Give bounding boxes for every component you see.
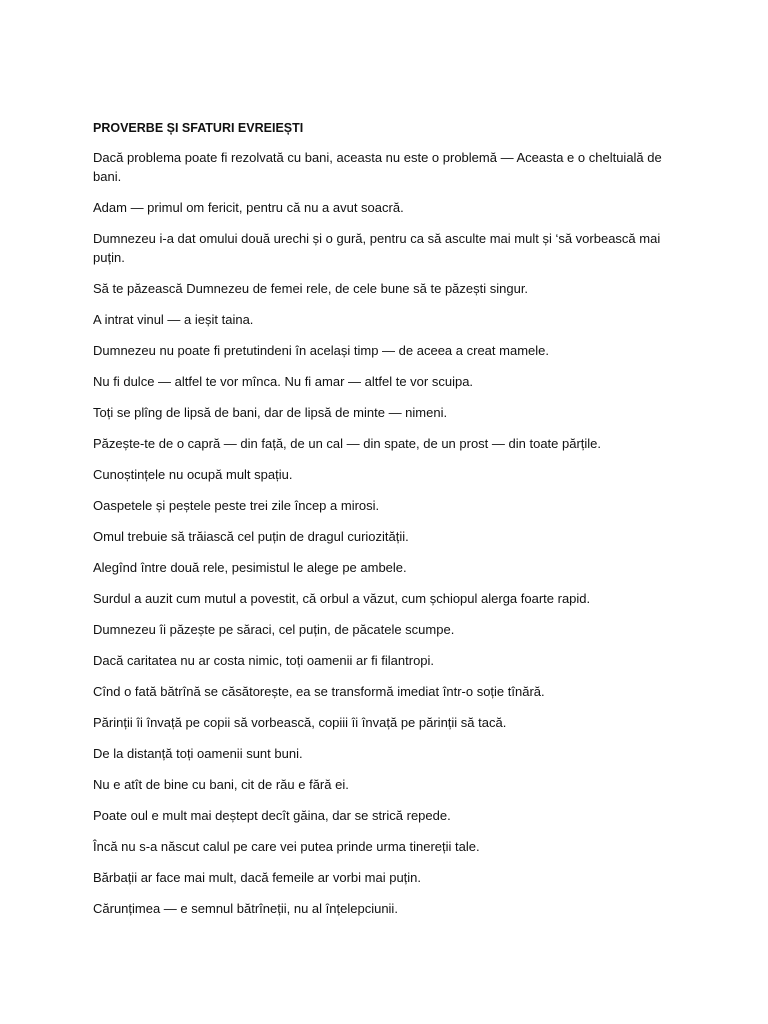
proverb-paragraph: Nu fi dulce — altfel te vor mînca. Nu fi amar — altfel te vor scuipa. bbox=[93, 374, 474, 389]
proverb-paragraph: Toți se plîng de lipsă de bani, dar de lipsă de minte — nimeni. bbox=[93, 405, 448, 420]
proverb-paragraph: Adam — primul om fericit, pentru că nu a avut soacră. bbox=[93, 200, 404, 215]
proverb-paragraph: Oaspetele și peștele peste trei zile încep a mirosi. bbox=[93, 498, 380, 513]
proverb-paragraph: Nu e atît de bine cu bani, cit de rău e fără ei. bbox=[93, 777, 349, 792]
document-title: PROVERBE ȘI SFATURI EVREIEȘTI bbox=[93, 121, 304, 135]
proverb-paragraph: De la distanță toți oamenii sunt buni. bbox=[93, 746, 303, 761]
document-body bbox=[93, 120, 673, 930]
proverb-paragraph: Alegînd între două rele, pesimistul le alege pe ambele. bbox=[93, 560, 407, 575]
proverb-paragraph: Dacă caritatea nu ar costa nimic, toți oamenii ar fi filantropi. bbox=[93, 653, 435, 668]
proverb-paragraph: Omul trebuie să trăiască cel puțin de dragul curiozității. bbox=[93, 529, 409, 544]
proverb-paragraph: Păzește-te de o capră — din față, de un cal — din spate, de un prost — din toate părțile. bbox=[93, 436, 602, 451]
proverb-paragraph: Bărbații ar face mai mult, dacă femeile ar vorbi mai puțin. bbox=[93, 870, 422, 885]
proverb-paragraph: Dumnezeu îi păzește pe săraci, cel puțin, de păcatele scumpe. bbox=[93, 622, 455, 637]
proverb-paragraph: Dumnezeu i-a dat omului două urechi și o gură, pentru ca să asculte mai mult și ‘să vorbească mai puțin. bbox=[93, 231, 661, 265]
proverb-paragraph: Surdul a auzit cum mutul a povestit, că orbul a văzut, cum șchiopul alerga foarte rapid. bbox=[93, 591, 591, 606]
proverb-paragraph: Cărunțimea — e semnul bătrîneții, nu al înțelepciunii. bbox=[93, 901, 398, 916]
proverb-paragraph: Dumnezeu nu poate fi pretutindeni în același timp — de aceea a creat mamele. bbox=[93, 343, 549, 358]
proverb-paragraph: Cunoștințele nu ocupă mult spațiu. bbox=[93, 467, 293, 482]
proverb-paragraph: Părinții îi învață pe copii să vorbească, copiii îi învață pe părinții să tacă. bbox=[93, 715, 507, 730]
proverb-paragraph: Să te păzească Dumnezeu de femei rele, de cele bune să te păzești singur. bbox=[93, 281, 529, 296]
proverb-paragraph: Cînd o fată bătrînă se căsătorește, ea se transformă imediat într-o soție tînără. bbox=[93, 684, 545, 699]
proverb-paragraph: Poate oul e mult mai deștept decît găina, dar se strică repede. bbox=[93, 808, 451, 823]
proverb-paragraph: Dacă problema poate fi rezolvată cu bani, aceasta nu este o problemă — Aceasta e o cheltuială de bani. bbox=[93, 150, 662, 184]
proverb-paragraph: A intrat vinul — a ieșit taina. bbox=[93, 312, 254, 327]
proverb-paragraph: Încă nu s-a născut calul pe care vei putea prinde urma tinereții tale. bbox=[93, 839, 480, 854]
